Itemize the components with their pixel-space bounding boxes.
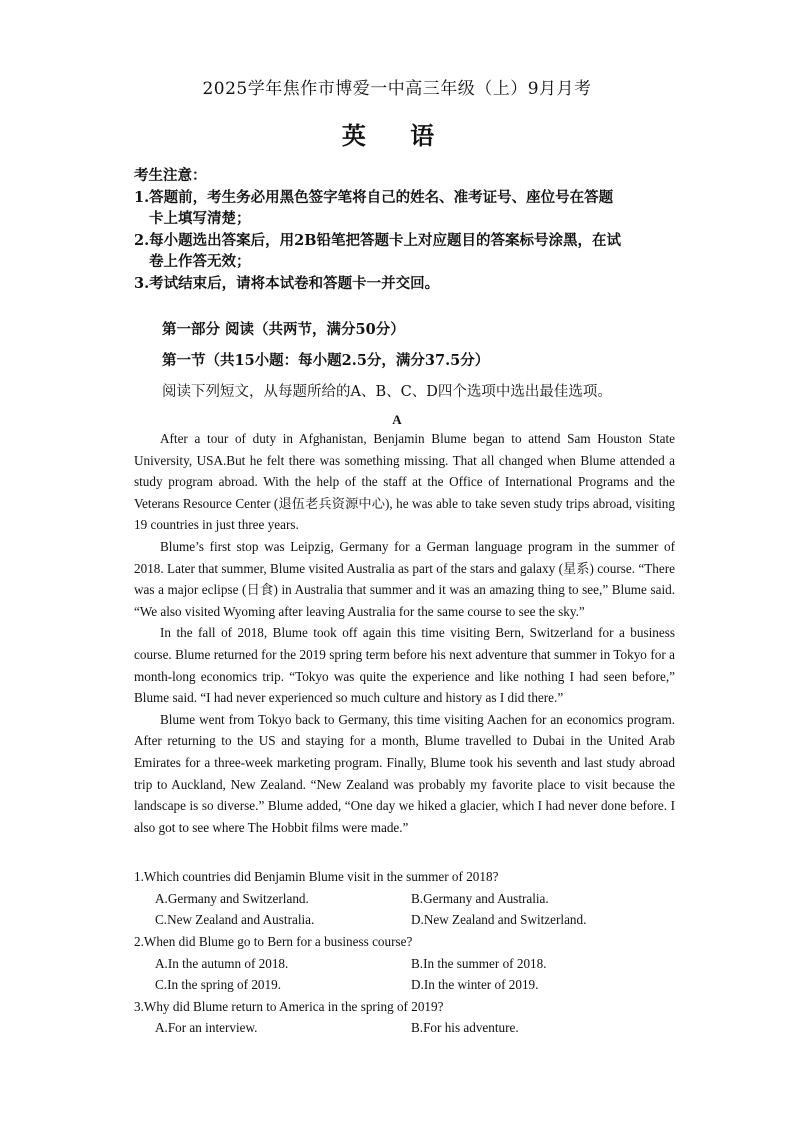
exam-title: 2025学年焦作市博爱一中高三年级（上）9月月考 bbox=[202, 79, 592, 99]
option-a: A.Germany and Switzerland. bbox=[155, 891, 309, 906]
question-stem: 1.Which countries did Benjamin Blume visit in the summer of 2018? bbox=[134, 869, 499, 884]
part-heading: 第一部分 阅读（共两节，满分50分） bbox=[162, 321, 405, 338]
passage-paragraph: After a tour of duty in Afghanistan, Benjamin Blume began to attend Sam Houston State University, USA.But he felt there was something missing. That all changed when Blume attended a study program abroad. With the help of the staff at the Office of International Programs and the Veterans Resource Center (退伍老兵资源中心), he was able to take seven study trips abroad, visiting 19 countries in just three years. bbox=[134, 431, 675, 533]
passage-a bbox=[134, 428, 675, 838]
passage-paragraph: Blume’s first stop was Leipzig, Germany for a German language program in the summer of 2018. Later that summer, Blume visited Australia as part of the stars and galaxy (星系) course. “There was a major eclipse (日食) in Australia that summer and it was an amazing thing to see,” Blume said. “We also visited Wyoming after leaving Australia for the same course to see the sky.” bbox=[134, 538, 675, 619]
notice-heading: 考生注意： bbox=[134, 167, 207, 184]
option-a: A.In the autumn of 2018. bbox=[155, 956, 289, 971]
passage-paragraph: In the fall of 2018, Blume took off again this time visiting Bern, Switzerland for a business course. Blume returned for the 2019 spring term before his next adventure that summer in Tokyo for a month-long economics trip. “Tokyo was quite the experience and like nothing I had seen before,” Blume said. “I had never experienced so much culture and history as I did there.” bbox=[134, 625, 675, 706]
question-stem: 2.When did Blume go to Bern for a business course? bbox=[134, 934, 413, 949]
notice-item: 卡上填写清楚； bbox=[149, 210, 251, 227]
subject-title: 英 语 bbox=[341, 121, 453, 150]
candidate-notice bbox=[134, 165, 694, 294]
option-d: D.New Zealand and Switzerland. bbox=[411, 912, 587, 927]
instruction-text: 阅读下列短文，从每题所给的A、B、C、D四个选项中选出最佳选项。 bbox=[162, 384, 612, 400]
notice-item: 卷上作答无效； bbox=[149, 253, 251, 270]
passage-paragraph: Blume went from Tokyo back to Germany, this time visiting Aachen for an economics program. After returning to the US and staying for a month, Blume travelled to Dubai in the United Arab Emirates for a three-week marketing program. Finally, Blume took his seventh and last study abroad trip to Auckland, New Zealand. “New Zealand was probably my favorite place to visit because the landscape is so diverse.” Blume added, “One day we hiked a glacier, which I had never done before. I also got to see where The Hobbit films were made.” bbox=[134, 711, 675, 835]
notice-item: 2.每小题选出答案后，用2B铅笔把答题卡上对应题目的答案标号涂黑，在试 bbox=[134, 231, 621, 249]
option-b: B.In the summer of 2018. bbox=[411, 956, 547, 971]
option-c: C.New Zealand and Australia. bbox=[155, 912, 315, 927]
option-d: D.In the winter of 2019. bbox=[411, 977, 539, 992]
option-a: A.For an interview. bbox=[155, 1020, 258, 1035]
option-b: B.Germany and Australia. bbox=[411, 891, 549, 906]
passage-label: A bbox=[392, 412, 402, 427]
option-b: B.For his adventure. bbox=[411, 1020, 519, 1035]
notice-item: 1.答题前，考生务必用黑色签字笔将自己的姓名、准考证号、座位号在答题 bbox=[134, 188, 614, 206]
section-heading: 第一节（共15小题：每小题2.5分，满分37.5分） bbox=[162, 352, 490, 369]
notice-item: 3.考试结束后，请将本试卷和答题卡一并交回。 bbox=[134, 274, 440, 292]
question-stem: 3.Why did Blume return to America in the spring of 2019? bbox=[134, 999, 444, 1014]
option-c: C.In the spring of 2019. bbox=[155, 977, 282, 992]
